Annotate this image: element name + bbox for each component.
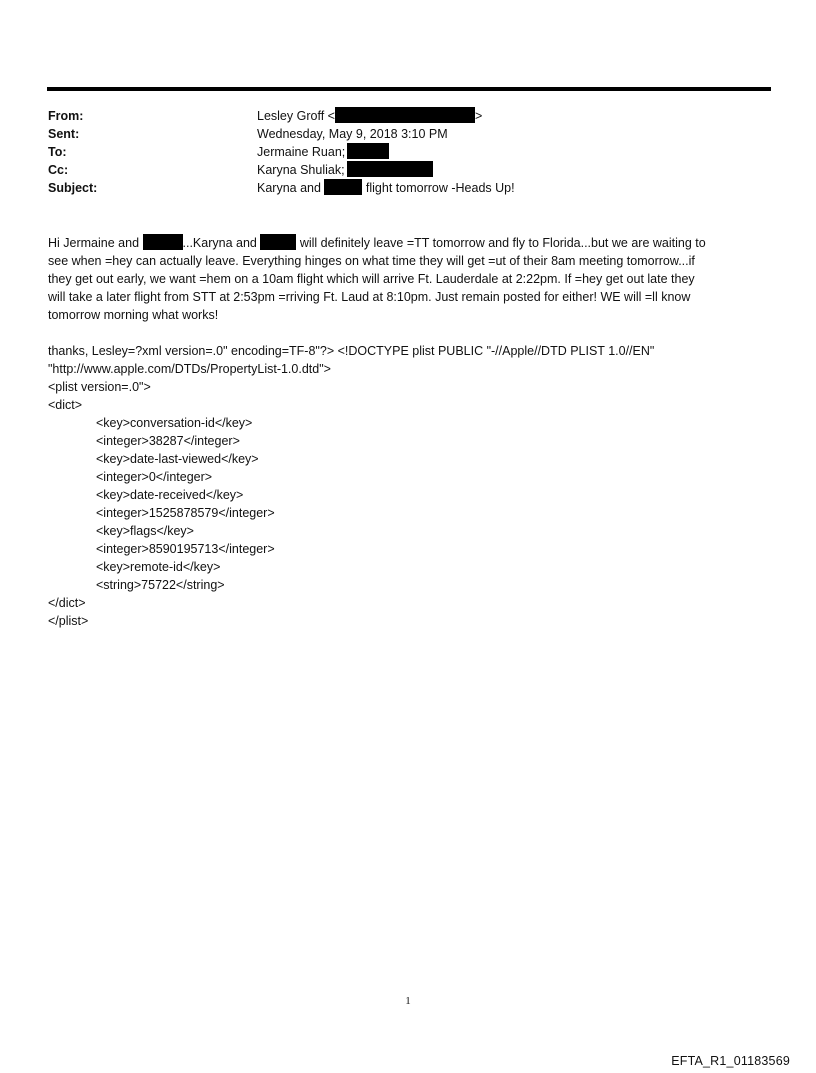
xml-line: <integer>8590195713</integer> [96,542,275,556]
redaction-block [143,234,183,250]
page-number: 1 [405,995,411,1007]
redaction-block [260,234,296,250]
from-value [257,107,482,125]
from-name: Lesley Groff < [257,109,335,123]
body-text: ...Karyna and [182,236,257,250]
body-text: will definitely leave =TT tomorrow and fly to Florida...but we are waiting to [299,236,706,250]
plist-xml-block [48,342,763,630]
subject-value [257,179,515,197]
body-line: they get out early, we want =hem on a 10am flight which will arrive Ft. Lauderdale at 2:22pm. If =hey get out late they [48,272,695,286]
xml-line: </dict> [48,596,86,610]
subject-prefix: Karyna and [257,181,321,195]
cc-value [257,161,433,179]
body-line: will take a later flight from STT at 2:53pm =rriving Ft. Laud at 8:10pm. Just remain posted for either! WE will =ll know [48,290,691,304]
xml-line: <key>conversation-id</key> [96,416,253,430]
xml-line: <key>flags</key> [96,524,194,538]
xml-line: <plist version=.0"> [48,380,151,394]
redaction-block [335,107,475,123]
redaction-block [347,143,389,159]
xml-line: <key>remote-id</key> [96,560,221,574]
xml-line: <key>date-received</key> [96,488,244,502]
xml-line: <integer>1525878579</integer> [96,506,275,520]
sent-value: Wednesday, May 9, 2018 3:10 PM [257,127,448,141]
body-line: see when =hey can actually leave. Everything hinges on what time they will get =ut of their 8am meeting tomorrow...if [48,254,695,268]
document-id: EFTA_R1_01183569 [671,1054,790,1068]
sent-label: Sent: [48,127,80,141]
xml-line: <dict> [48,398,83,412]
body-line: tomorrow morning what works! [48,308,219,322]
from-close: > [474,109,483,123]
message-body [48,234,763,324]
xml-line: "http://www.apple.com/DTDs/PropertyList-1.0.dtd"> [48,362,331,376]
redaction-block [324,179,362,195]
xml-line: <integer>38287</integer> [96,434,240,448]
subject-suffix: flight tomorrow -Heads Up! [365,181,515,195]
header-divider [47,87,771,91]
xml-line: </plist> [48,614,89,628]
xml-line: <string>75722</string> [96,578,225,592]
cc-label: Cc: [48,163,69,177]
cc-name: Karyna Shuliak; [257,163,345,177]
to-value [257,143,389,161]
from-label: From: [48,109,84,123]
body-line [48,234,763,252]
body-text: Hi Jermaine and [48,236,140,250]
subject-label: Subject: [48,181,98,195]
to-label: To: [48,145,67,159]
signature-line: thanks, Lesley=?xml version=.0" encoding=TF-8"?> <!DOCTYPE plist PUBLIC "-//Apple//DTD PLIST 1.0//EN" [48,344,655,358]
to-name: Jermaine Ruan; [257,145,346,159]
xml-line: <integer>0</integer> [96,470,213,484]
redaction-block [347,161,433,177]
xml-line: <key>date-last-viewed</key> [96,452,259,466]
